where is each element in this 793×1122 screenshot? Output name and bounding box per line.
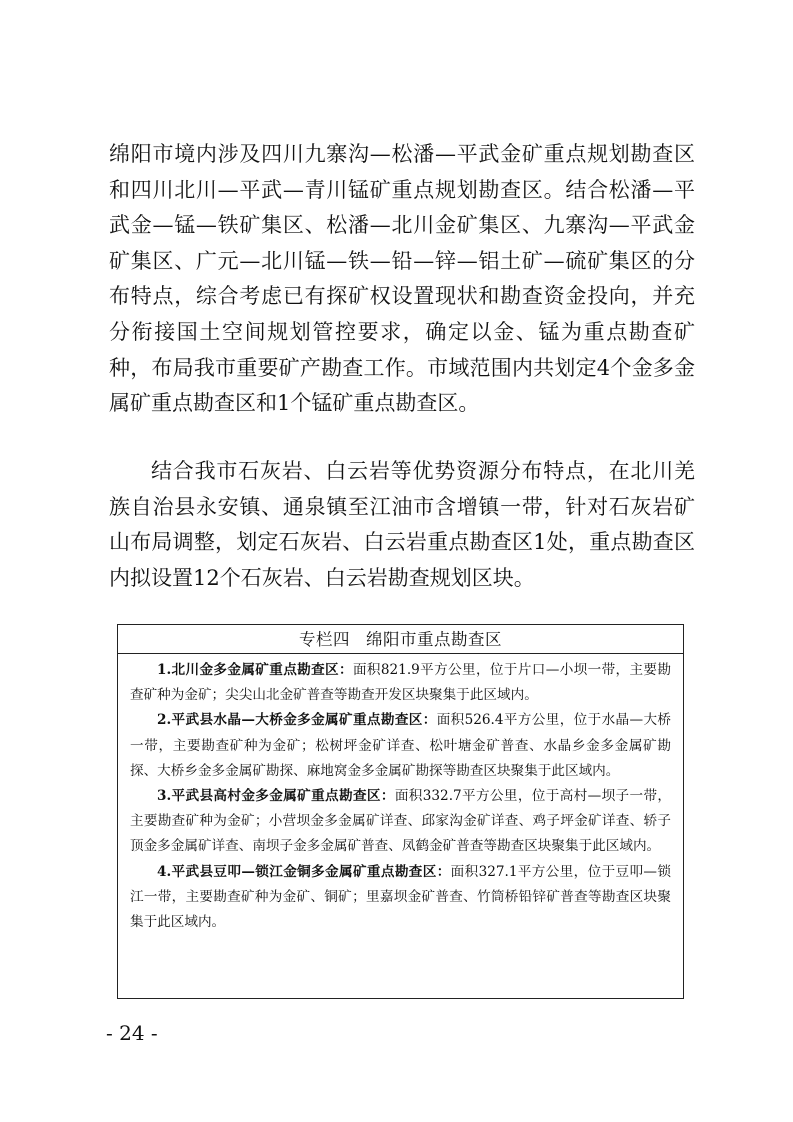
feature-box-body: [118, 654, 683, 935]
survey-area-description: 面积327.1平方公里，位于豆叩—锁江一带，主要勘查矿种为金矿、铜矿；里嘉坝金矿普查、竹筒桥铅锌矿普查等勘查区块聚集于此区域内。: [130, 863, 671, 931]
survey-area-description: 面积821.9平方公里，位于片口—小坝一带，主要勘查矿种为金矿；尖尖山北金矿普查等勘查开发区块聚集于此区域内。: [130, 662, 671, 704]
feature-box-label: 专栏四: [299, 630, 350, 649]
body-paragraph-1: 绵阳市境内涉及四川九寨沟—松潘—平武金矿重点规划勘查区和四川北川—平武—青川锰矿重点规划勘查区。结合松潘—平武金—锰—铁矿集区、松潘—北川金矿集区、九寨沟—平武金矿集区、广元—北川锰—铁—铅—锌—铝土矿—硫矿集区的分布特点，综合考虑已有探矿权设置现状和勘查资金投向，并充分衔接国土空间规划管控要求，确定以金、锰为重点勘查矿种，布局我市重要矿产勘查工作。市域范围内共划定4个金多金属矿重点勘查区和1个锰矿重点勘查区。: [109, 142, 695, 416]
survey-area-description: 面积332.7平方公里，位于高村—坝子一带，主要勘查矿种为金矿；小营坝金多金属矿详查、邱家沟金矿详查、鸡子坪金矿详查、轿子顶金多金属矿详查、南坝子金多金属矿普查、凤鹤金矿普查等勘查区块聚集于此区域内。: [130, 788, 671, 855]
feature-box-header: [118, 625, 683, 654]
survey-area-heading: 2.平武县水晶—大桥金多金属矿重点勘查区：: [157, 712, 437, 729]
survey-area-entry-3: [130, 784, 671, 860]
feature-box: [117, 624, 684, 999]
page-number: - 24 -: [106, 1021, 158, 1045]
survey-area-heading: 1.北川金多金属矿重点勘查区：: [157, 662, 353, 678]
survey-area-entry-2: [130, 708, 671, 784]
survey-area-entry-4: [130, 860, 671, 936]
body-paragraph-2: 结合我市石灰岩、白云岩等优势资源分布特点，在北川羌族自治县永安镇、通泉镇至江油市含增镇一带，针对石灰岩矿山布局调整，划定石灰岩、白云岩重点勘查区1处，重点勘查区内拟设置12个石灰岩、白云岩勘查规划区块。: [109, 459, 695, 590]
survey-area-description: 面积526.4平方公里，位于水晶—大桥一带，主要勘查矿种为金矿；松树坪金矿详查、松叶塘金矿普查、水晶乡金多金属矿勘探、大桥乡金多金属矿勘探、麻地窝金多金属矿勘探等勘查区块聚集于此区域内。: [130, 712, 671, 779]
feature-box-title: 绵阳市重点勘查区: [366, 630, 502, 649]
survey-area-heading: 3.平武县高村金多金属矿重点勘查区：: [157, 788, 395, 805]
survey-area-heading: 4.平武县豆叩—锁江金铜多金属矿重点勘查区：: [157, 863, 451, 880]
survey-area-entry-1: [130, 658, 671, 708]
